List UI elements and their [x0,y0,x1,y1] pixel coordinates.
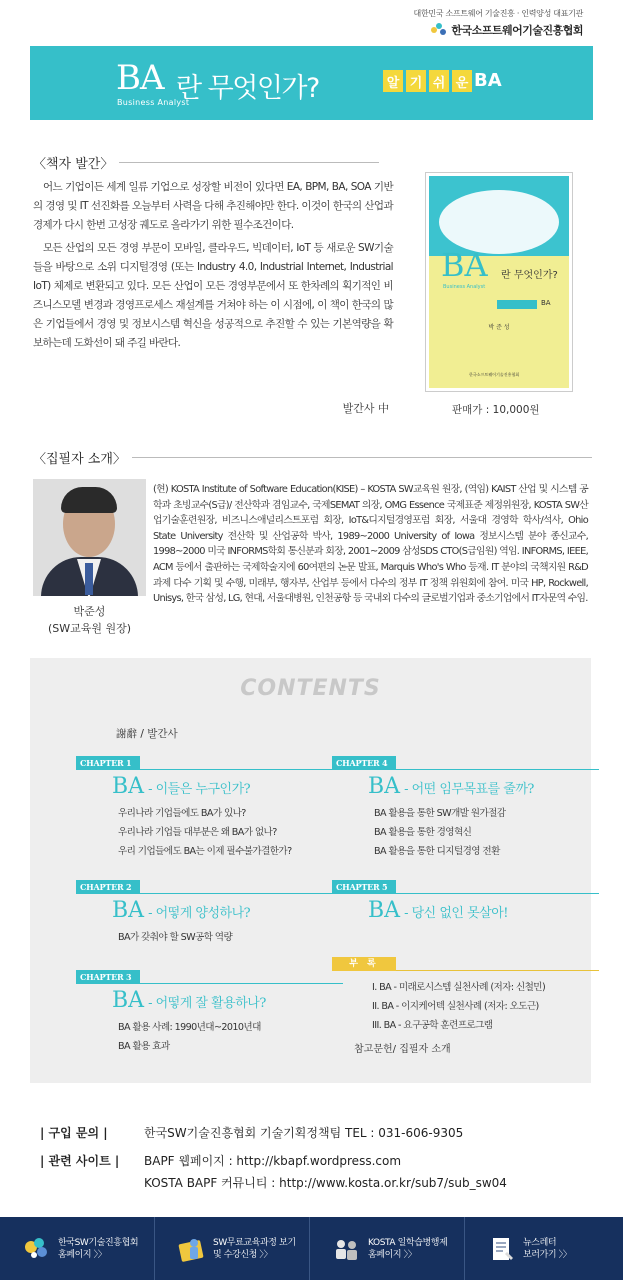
kosta-logo-icon [22,1234,52,1264]
chapter-label: CHAPTER 2 [76,880,140,894]
author-name: 박준성 [73,605,106,618]
chapter-label: CHAPTER 1 [76,756,140,770]
chapter-2 [76,880,343,947]
contents-title: CONTENTS [240,676,381,701]
chapter-title: - 당신 없인 못살아! [404,906,508,921]
cover-easy-tag [497,300,537,309]
site-link-community[interactable]: KOSTA BAPF 커뮤니티 : http://www.kosta.or.kr/sub7/sub_sw04 [144,1176,507,1190]
author-heading-text: 〈집필자 소개〉 [33,452,126,467]
contents-preface: 謝辭 / 발간사 [116,728,178,740]
footer-link-homepage[interactable] [0,1217,155,1280]
chapter-title: - 어떻게 잘 활용하나? [148,996,266,1011]
chapter-label: CHAPTER 3 [76,970,140,984]
chapter-title: - 이들은 누구인가? [148,782,251,797]
easy-char: 알 [383,70,403,92]
cover-bubble-icon [439,190,559,254]
book-cover-art [429,176,569,388]
appendix-item: I. BA - 미래로시스템 실천사례 (저자: 신철민) [372,982,546,993]
author-bio: (현) KOSTA Institute of Software Education(KISE) – KOSTA SW교육원 원장, (역임) KAIST 산업 및 시스템 공학과 초빙교수(S급)/ 전산학과 겸임교수, 국제SEMAT 의장, OMG Essence 국제표준 제정위원장, KOSTA SW산업기술훈련원장, 비즈니스애널리스트포럼 회장, IoT&디지털경영포럼 회장, 서울대 경영학 학사/석사, Ohio State University 전산학 및 산업공학 박사, 1989~2000 University of Iowa 정보시스템 분야 종신교수, 1998~2000 미국 INFORMS학회 통신분과 회장, 2001~2009 삼성SDS CTO(S급임원) 역임. INFORMS, IEEE, ACM 등에서 출판하는 국제학술지에 60여편의 논문 발표, Marquis Who's Who 등재. IT 분야의 국책지원 R&D과제 다수 기획 및 수행, 미래부, 행자부, 산업부 등에서 다수의 정부 IT 정책 위원회에 참여. 미국 HP, Rockwell, Unisys, 한국 삼성, LG, 현대, 서울대병원, 인천공항 등 국내외 다수의 글로벌기업과 중소기업에서 IT자문역 수임. [153,484,588,605]
publication-signature: 발간사 中 [342,402,389,415]
publication-paragraph: 모든 산업의 모든 경영 부문이 모바일, 클라우드, 빅데이터, IoT 등 새로운 SW기술들을 바탕으로 소위 디지털경영 (또는 Industry 4.0, Industrial Internet, Industrial IoT) 체제로 변환되고 있다. 모든 산업이 모든 경영부문에서 또 한차례의 획기적인 비즈니스모델 변경과 경영프로세스 재설계를 거쳐야 하는 이 시점에, 이 책이 한국의 많은 기업들에서 경영 및 정보시스템 혁신을 성공적으로 추진할 수 있는 기본역량을 확보하는데 도화선이 돼 주길 바란다. [33,242,393,349]
sites-label: | 관련 사이트 | [40,1154,120,1168]
chapter-ba: BA [112,898,145,923]
org-name: 한국소프트웨어기술진흥협회 [451,24,583,37]
chapter-1 [76,756,343,861]
easy-char: 기 [406,70,426,92]
banner-subtitle: Business Analyst [117,98,190,107]
org-logo-icon [431,23,447,37]
chapter-title: - 어떻게 양성하나? [148,906,251,921]
footer-line1: 뉴스레터 [523,1237,557,1248]
author-photo [33,479,146,596]
appendix-references: 참고문헌/ 집필자 소개 [354,1044,451,1055]
footer-bar [0,1217,623,1280]
appendix-item: III. BA - 요구공학 훈련프로그램 [372,1020,493,1031]
footer-line2: 및 수강신청 〉〉 [213,1249,273,1260]
author-role: (SW교육원 원장) [47,622,132,635]
chapter-5 [332,880,599,923]
book-cover[interactable] [425,172,573,392]
title-banner [30,46,593,120]
easy-char: 쉬 [429,70,449,92]
footer-line1: SW무료교육과정 보기 [213,1237,296,1248]
cover-publisher: 한국소프트웨어기술진흥협회 [469,372,520,377]
banner-easy-tags [383,70,472,92]
banner-title: 란 무엇인가? [176,73,319,104]
chapter-ba: BA [368,898,401,923]
publication-heading-text: 〈책자 발간〉 [33,157,114,172]
chapter-item: BA 활용 사례: 1990년대~2010년대 [118,1022,261,1033]
appendix-label: 부 록 [332,957,396,971]
chapter-item: BA 활용을 통한 SW개발 원가절감 [374,808,506,819]
heading-divider [132,457,592,458]
chapter-label: CHAPTER 4 [332,756,396,770]
site-link-bapf[interactable]: BAPF 웹페이지 : http://kbapf.wordpress.com [144,1154,402,1168]
cover-title: 란 무엇인가? [501,270,558,281]
book-price: 판매가 : 10,000원 [452,404,540,416]
people-icon [332,1234,362,1264]
org-header [414,8,583,38]
chapter-label: CHAPTER 5 [332,880,396,894]
footer-link-worklearn[interactable] [310,1217,465,1280]
chapter-item: BA 활용 효과 [118,1041,170,1052]
footer-line2: 홈페이지 〉〉 [58,1249,107,1260]
publication-text [33,178,393,357]
cover-subtitle: Business Analyst [443,284,486,290]
cover-easy-ba: BA [541,299,551,307]
chapter-item: 우리나라 기업들 대부분은 왜 BA가 없나? [118,827,277,838]
appendix-item: II. BA - 이지케어텍 실천사례 (저자: 오도근) [372,1001,539,1012]
publication-paragraph: 어느 기업이든 세계 일류 기업으로 성장할 비전이 있다면 EA, BPM, BA, SOA 기반의 경영 및 IT 선진화를 오늘부터 사력을 다해 추진해야만 한다. 이것이 한국의 산업과 경제가 다시 한번 고성장 궤도로 올라가기 위한 필수조건이다. [33,181,393,231]
purchase-value: 한국SW기술진흥협회 기술기획정책팀 TEL : 031-606-9305 [144,1126,464,1140]
chapter-item: BA 활용을 통한 디지털경영 전환 [374,846,500,857]
chapter-item: BA가 갖춰야 할 SW공학 역량 [118,932,233,943]
author-name-block [33,603,146,637]
cover-ba: BA [441,246,488,284]
chapter-title: - 어떤 임무목표를 줄까? [404,782,534,797]
chapter-4 [332,756,599,861]
chapter-ba: BA [112,774,145,799]
footer-line2: 보러가기 〉〉 [523,1249,572,1260]
publication-heading [33,153,379,172]
footer-line1: KOSTA 일학습병행제 [368,1237,448,1248]
easy-char: 운 [452,70,472,92]
org-tagline: 대한민국 소프트웨어 기술진흥 · 인력양성 대표기관 [413,9,583,18]
contact-info [40,1122,507,1194]
appendix [332,957,599,1055]
footer-line1: 한국SW기술진흥협회 [58,1237,139,1248]
footer-link-newsletter[interactable] [465,1217,620,1280]
chapter-item: 우리 기업들에도 BA는 이제 필수불가결한가? [118,846,292,857]
banner-ba: BA [116,58,164,98]
banner-easy-tail: BA [474,70,502,91]
chapter-3 [76,970,343,1056]
footer-line2: 홈페이지 〉〉 [368,1249,417,1260]
cover-author: 박 준 성 [488,324,510,331]
chapter-item: 우리나라 기업들에도 BA가 있나? [118,808,246,819]
chapter-item: BA 활용을 통한 경영혁신 [374,827,472,838]
chapter-ba: BA [112,988,145,1013]
footer-link-courses[interactable] [155,1217,310,1280]
contents-panel [30,658,591,1083]
purchase-label: | 구입 문의 | [40,1126,108,1140]
author-heading [33,448,592,467]
chapter-ba: BA [368,774,401,799]
person-icon [177,1234,207,1264]
newsletter-icon [487,1234,517,1264]
heading-divider [119,162,379,163]
